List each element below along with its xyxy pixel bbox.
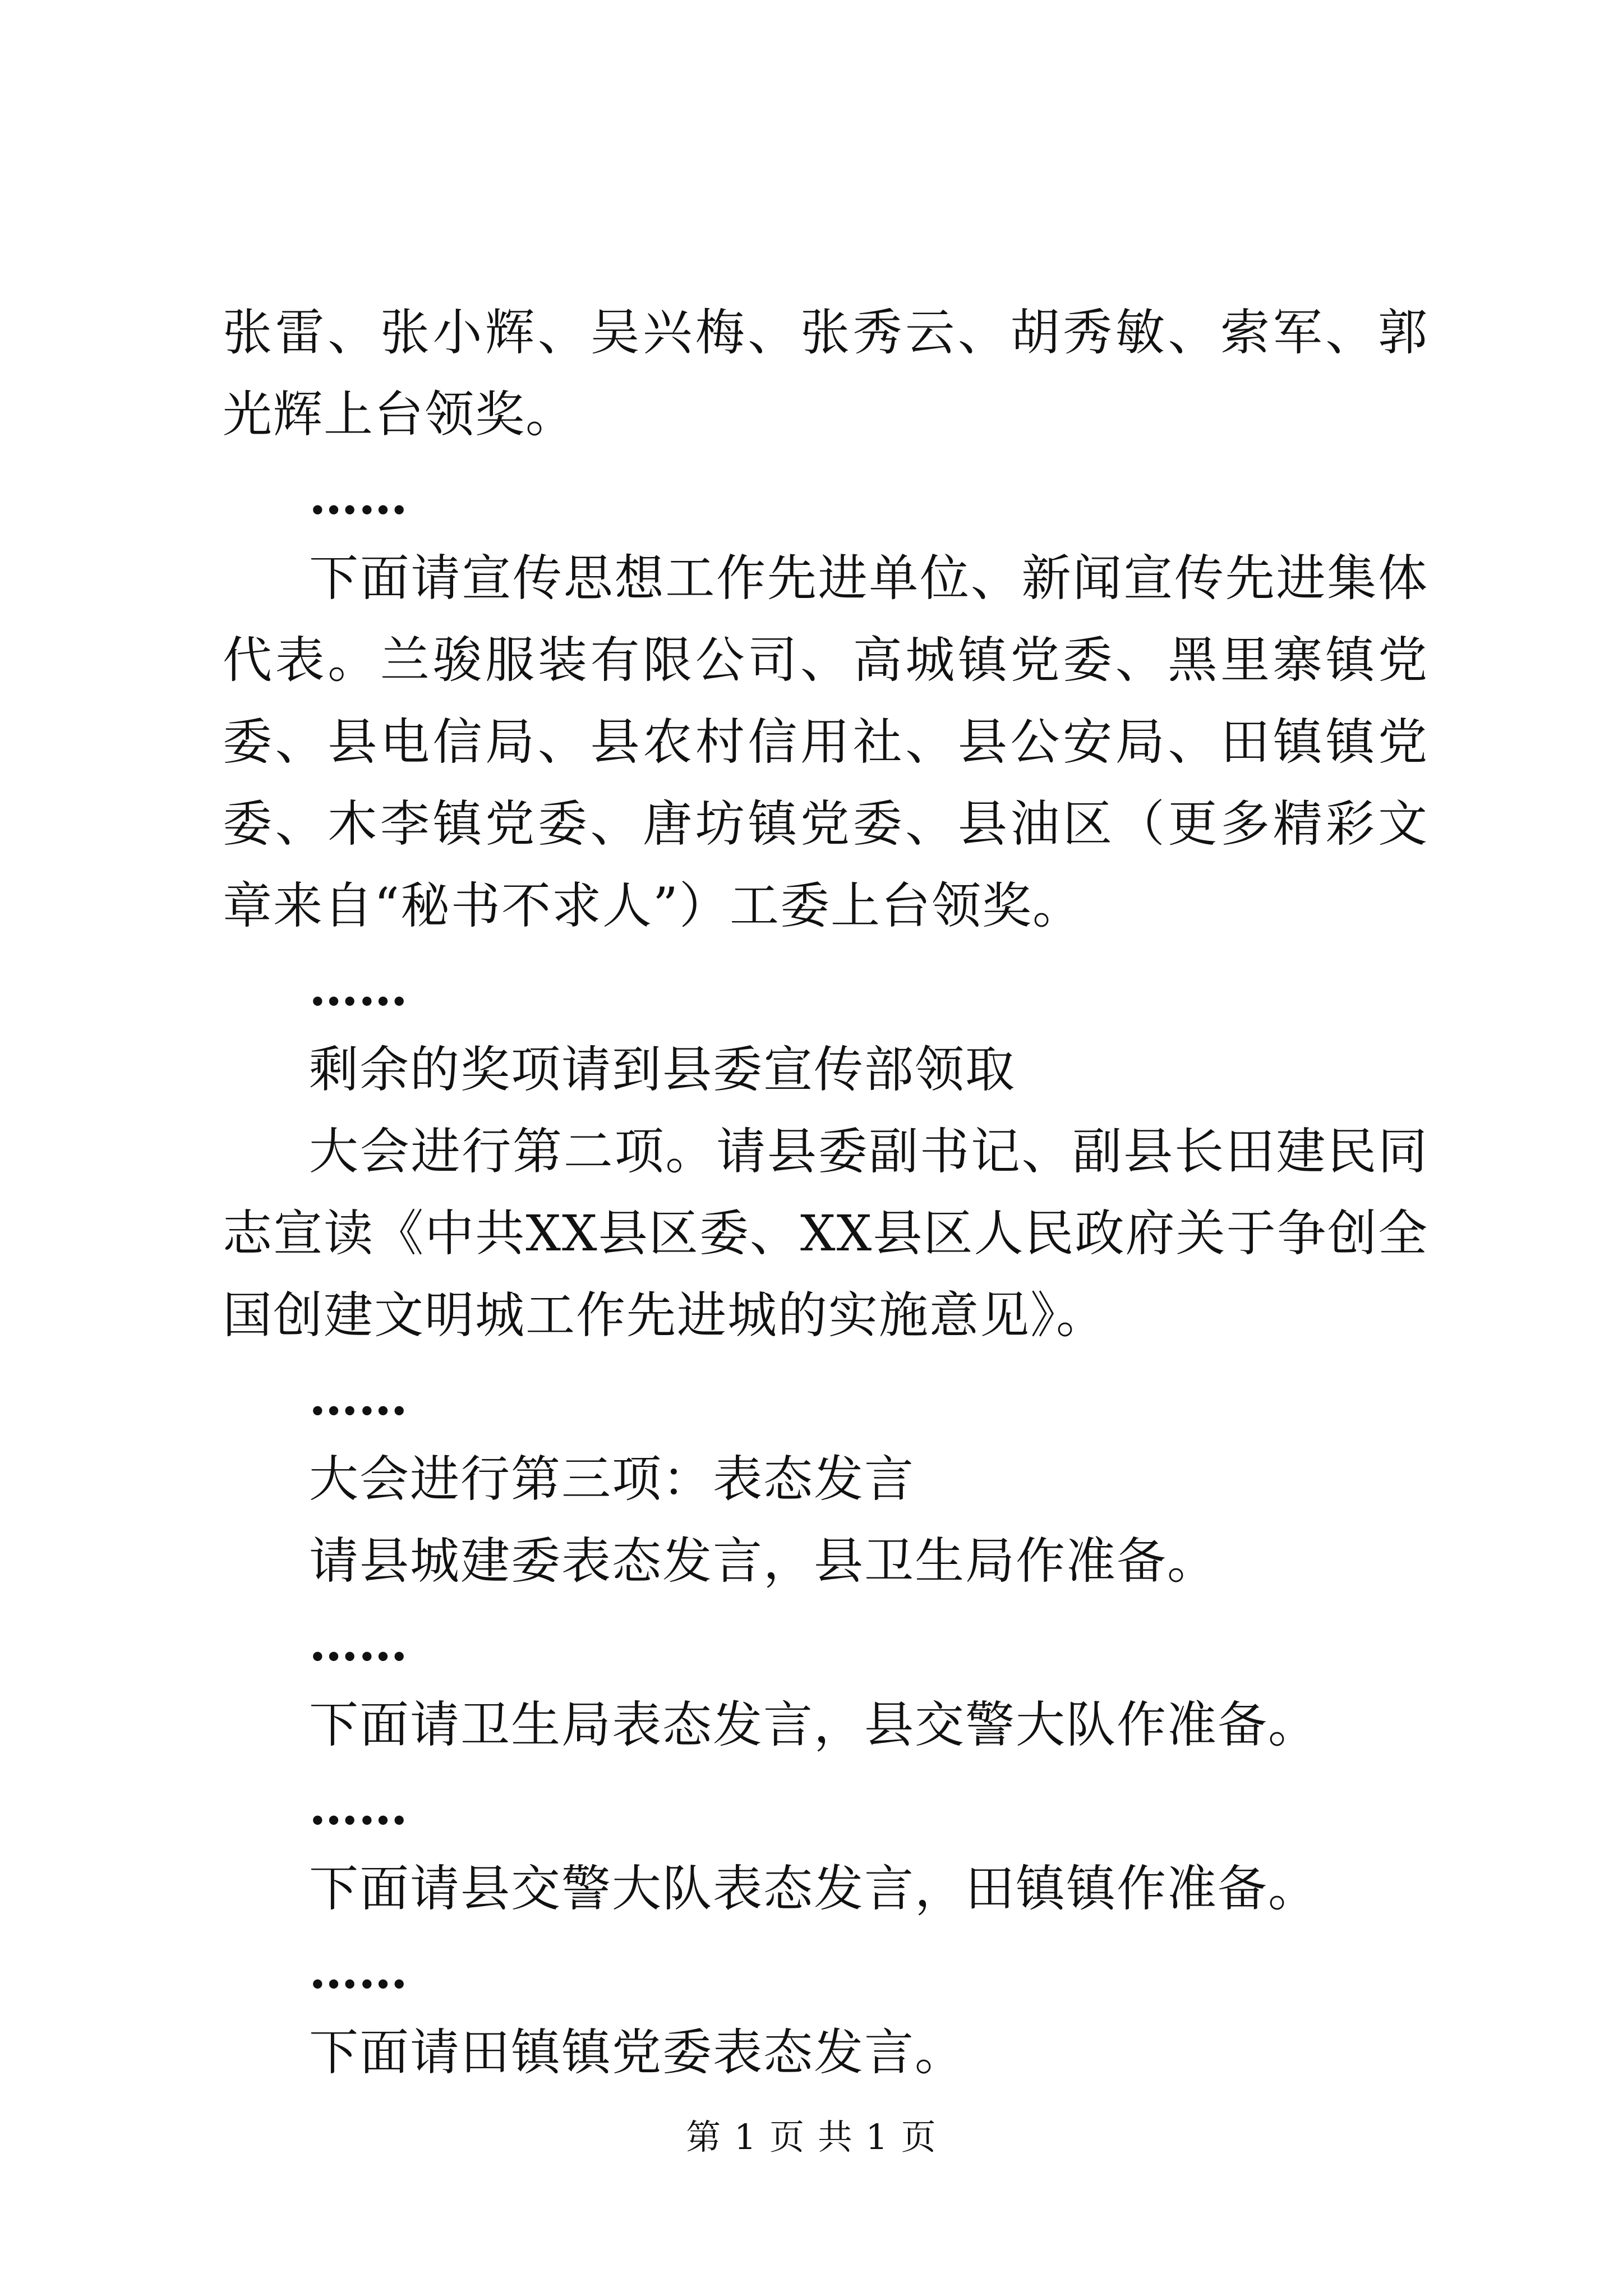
paragraph-agenda-item-three: 大会进行第三项：表态发言 [309,1450,915,1508]
paragraph-speech-construction: 请县城建委表态发言，县卫生局作准备。 [309,1532,1218,1590]
paragraph-speech-health: 下面请卫生局表态发言，县交警大队作准备。 [309,1696,1319,1754]
ellipsis: …… [309,467,408,526]
ellipsis: …… [309,1941,408,2000]
ellipsis: …… [309,1778,408,1836]
ellipsis: …… [309,1368,408,1427]
paragraph-speech-tianzhen: 下面请田镇镇党委表态发言。 [309,2023,966,2081]
paragraph-remaining-awards: 剩余的奖项请到县委宣传部领取 [309,1041,1016,1098]
paragraph-agenda-item-two: 大会进行第二项。请县委副书记、副县长田建民同志宣读《中共XX县区委、XX县区人民政府关于争创全国创建文明城工作先进城的实施意见》。 [223,1122,1428,1344]
document-body [223,292,1428,2093]
paragraph-speech-traffic-police: 下面请县交警大队表态发言，田镇镇作准备。 [309,1860,1319,1917]
ellipsis: …… [309,1614,408,1672]
paragraph-advanced-units: 下面请宣传思想工作先进单位、新闻宣传先进集体代表。兰骏服装有限公司、高城镇党委、黑里寨镇党委、县电信局、县农村信用社、县公安局、田镇镇党委、木李镇党委、唐坊镇党委、县油区（更多精彩文章来自“秘书不求人”）工委上台领奖。 [223,549,1428,935]
paragraph-award-names: 张雷、张小辉、吴兴梅、张秀云、胡秀敏、索军、郭光辉上台领奖。 [223,303,1428,443]
ellipsis: …… [309,959,408,1017]
page-footer: 第 1 页 共 1 页 [686,2116,937,2157]
